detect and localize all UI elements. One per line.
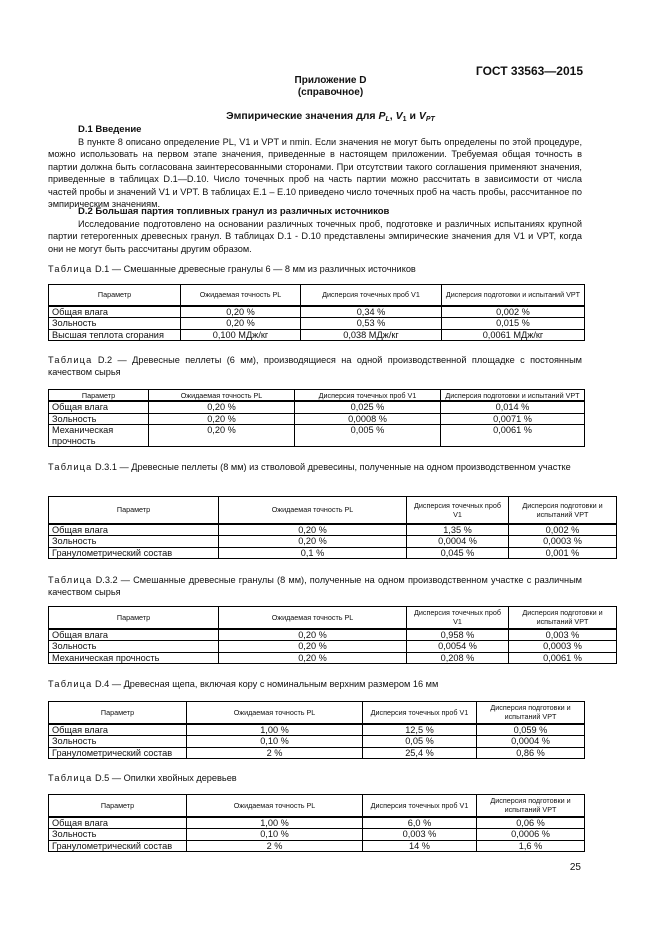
cell: Общая влага xyxy=(49,306,181,318)
table-caption xyxy=(48,263,582,275)
heading-pl-sub: L xyxy=(385,116,390,123)
header-v1: Дисперсия точечных проб V1 xyxy=(295,390,441,402)
table-row xyxy=(49,840,585,852)
header-vpt: Дисперсия подготовки и испытаний VPT xyxy=(477,702,585,724)
cell: 0,045 % xyxy=(407,547,509,559)
cell: 0,0003 % xyxy=(509,536,617,548)
cell: 25,4 % xyxy=(363,747,477,759)
table-row xyxy=(49,306,585,318)
cell: 0,0061 % xyxy=(441,425,585,447)
cell: 1,00 % xyxy=(187,724,363,736)
table-row xyxy=(49,547,617,559)
cell: 0,86 % xyxy=(477,747,585,759)
table-row xyxy=(49,629,617,641)
cell: Общая влага xyxy=(49,401,149,413)
caption-word: Таблица xyxy=(48,679,93,689)
table-d3-1 xyxy=(48,496,617,559)
caption-word: Таблица xyxy=(48,355,93,365)
cell: 1,35 % xyxy=(407,524,509,536)
cell: 0,0004 % xyxy=(477,736,585,748)
appendix-title: Приложение D xyxy=(294,75,367,86)
cell: 0,20 % xyxy=(219,524,407,536)
caption-text: D.2 — Древесные пеллеты (6 мм), производящиеся на одной производственной площадке с постоянным качеством сырья xyxy=(48,355,582,378)
cell: 0,0008 % xyxy=(295,413,441,425)
cell: 0,003 % xyxy=(509,629,617,641)
cell: 1,00 % xyxy=(187,817,363,829)
header-precision: Ожидаемая точность PL xyxy=(219,497,407,524)
header-precision: Ожидаемая точность PL xyxy=(187,702,363,724)
cell: 0,34 % xyxy=(301,306,442,318)
cell: 0,20 % xyxy=(149,413,295,425)
header-parameter: Параметр xyxy=(49,285,181,306)
caption-word: Таблица xyxy=(48,264,93,274)
cell: 0,100 МДж/кг xyxy=(181,329,301,341)
header-vpt: Дисперсия подготовки и испытаний VPT xyxy=(441,390,585,402)
table-row xyxy=(49,524,617,536)
cell: Зольность xyxy=(49,318,181,330)
table-row xyxy=(49,329,585,341)
cell: Зольность xyxy=(49,829,187,841)
cell: 0,0003 % xyxy=(509,641,617,653)
cell: 0,20 % xyxy=(181,318,301,330)
caption-text: D.1 — Смешанные древесные гранулы 6 — 8 мм из различных источников xyxy=(92,264,416,274)
cell: 0,06 % xyxy=(477,817,585,829)
table-d2 xyxy=(48,389,585,447)
cell: 0,038 МДж/кг xyxy=(301,329,442,341)
cell: 0,05 % xyxy=(363,736,477,748)
cell: 0,20 % xyxy=(149,401,295,413)
cell: Зольность xyxy=(49,413,149,425)
table-row xyxy=(49,724,585,736)
heading-vpt: V xyxy=(418,110,426,122)
header-precision: Ожидаемая точность PL xyxy=(187,795,363,817)
table-d5 xyxy=(48,794,585,852)
cell: 0,059 % xyxy=(477,724,585,736)
table-caption xyxy=(48,574,582,599)
table-d4 xyxy=(48,701,585,759)
header-precision: Ожидаемая точность PL xyxy=(219,607,407,629)
cell: 1,6 % xyxy=(477,840,585,852)
heading-sep2: и xyxy=(406,110,419,122)
table-row xyxy=(49,817,585,829)
cell: Общая влага xyxy=(49,724,187,736)
heading-prefix: Эмпирические значения для xyxy=(226,110,379,122)
header-parameter: Параметр xyxy=(49,607,219,629)
table-row xyxy=(49,652,617,664)
cell: 0,025 % xyxy=(295,401,441,413)
table-row xyxy=(49,747,585,759)
caption-word: Таблица xyxy=(48,575,93,585)
section-d1-text-content: В пункте 8 описано определение PL, V1 и VPT и nmin. Если значения не могут быть определены по этой процедуре, можно использовать на первом этапе значения, приведенные в настоящем приложении. Требуемая общая точность в партии должна быть согласована заинтересованными сторонами. При отсутствии такого соглашения применяют значения, приведенные в таблицах D.1—D.10. Число точечных проб на часть партии можно рассчитать в зависимости от числа частей пробы и значений V1 и VPT. В таблицах E.1 – E.10 приведено число точечных проб на часть пробы, рассчитанное по эмпирическим значениям. xyxy=(48,137,582,210)
table-caption xyxy=(48,772,582,784)
cell: 0,0071 % xyxy=(441,413,585,425)
cell: 0,53 % xyxy=(301,318,442,330)
cell: 0,002 % xyxy=(442,306,585,318)
table-row xyxy=(49,401,585,413)
section-d1-title: D.1 Введение xyxy=(78,124,142,135)
appendix-subtitle: (справочное) xyxy=(297,87,364,98)
cell: Общая влага xyxy=(49,524,219,536)
cell: 0,1 % xyxy=(219,547,407,559)
table-d3-2 xyxy=(48,606,617,664)
section-d2-title: D.2 Большая партия топливных гранул из различных источников xyxy=(78,206,390,217)
caption-word: Таблица xyxy=(48,773,93,783)
cell: Зольность xyxy=(49,536,219,548)
header-v1: Дисперсия точечных проб V1 xyxy=(407,497,509,524)
table-row xyxy=(49,425,585,447)
cell: 14 % xyxy=(363,840,477,852)
cell: 0,0061 % xyxy=(509,652,617,664)
heading-vpt-sub: PT xyxy=(425,116,435,123)
cell: Общая влага xyxy=(49,629,219,641)
header-parameter: Параметр xyxy=(49,702,187,724)
heading-v1-sub: 1 xyxy=(402,116,407,123)
cell: Механическая прочность xyxy=(49,425,149,447)
cell: 12,5 % xyxy=(363,724,477,736)
cell: 0,20 % xyxy=(219,652,407,664)
cell: 0,10 % xyxy=(187,829,363,841)
table-caption xyxy=(48,354,582,379)
table-caption xyxy=(48,461,582,473)
header-parameter: Параметр xyxy=(49,390,149,402)
caption-text: D.3.1 — Древесные пеллеты (8 мм) из стволовой древесины, полученные на одном производственном участке xyxy=(92,462,571,472)
cell: 6,0 % xyxy=(363,817,477,829)
caption-text: D.3.2 — Смешанные древесные гранулы (8 мм), полученные на одном производственном участке с различным качеством сырья xyxy=(48,575,582,598)
header-parameter: Параметр xyxy=(49,795,187,817)
cell: 0,0054 % xyxy=(407,641,509,653)
header-v1: Дисперсия точечных проб V1 xyxy=(301,285,442,306)
cell: 0,20 % xyxy=(149,425,295,447)
cell: 0,003 % xyxy=(363,829,477,841)
cell: 0,002 % xyxy=(509,524,617,536)
section-d2-text xyxy=(48,218,582,255)
cell: Высшая теплота сгорания xyxy=(49,329,181,341)
cell: Гранулометрический состав xyxy=(49,747,187,759)
cell: 0,0006 % xyxy=(477,829,585,841)
cell: 2 % xyxy=(187,840,363,852)
cell: 0,0061 МДж/кг xyxy=(442,329,585,341)
table-row xyxy=(49,413,585,425)
appendix-heading xyxy=(0,75,661,99)
header-v1: Дисперсия точечных проб V1 xyxy=(363,795,477,817)
cell: 0,958 % xyxy=(407,629,509,641)
header-vpt: Дисперсия подготовки и испытаний VPT xyxy=(477,795,585,817)
table-row xyxy=(49,318,585,330)
caption-word: Таблица xyxy=(48,462,93,472)
header-vpt: Дисперсия подготовки и испытаний VPT xyxy=(509,607,617,629)
cell: 0,10 % xyxy=(187,736,363,748)
heading-pl: P xyxy=(378,110,386,122)
cell: 0,20 % xyxy=(219,641,407,653)
table-row xyxy=(49,536,617,548)
cell: 2 % xyxy=(187,747,363,759)
cell: 0,001 % xyxy=(509,547,617,559)
cell: 0,014 % xyxy=(441,401,585,413)
caption-text: D.4 — Древесная щепа, включая кору с номинальным верхним размером 16 мм xyxy=(92,679,439,689)
header-precision: Ожидаемая точность PL xyxy=(149,390,295,402)
table-caption xyxy=(48,678,582,690)
page-number: 25 xyxy=(569,862,581,873)
cell: 0,015 % xyxy=(442,318,585,330)
appendix-main-title xyxy=(0,110,661,123)
table-row xyxy=(49,641,617,653)
heading-v1: V xyxy=(395,110,403,122)
cell: Механическая прочность xyxy=(49,652,219,664)
header-vpt: Дисперсия подготовки и испытаний VPT xyxy=(442,285,585,306)
section-d1-text xyxy=(48,136,582,210)
cell: Общая влага xyxy=(49,817,187,829)
cell: Зольность xyxy=(49,641,219,653)
cell: Гранулометрический состав xyxy=(49,547,219,559)
header-parameter: Параметр xyxy=(49,497,219,524)
header-precision: Ожидаемая точность PL xyxy=(181,285,301,306)
table-row xyxy=(49,736,585,748)
table-d1 xyxy=(48,284,585,341)
cell: Гранулометрический состав xyxy=(49,840,187,852)
cell: 0,20 % xyxy=(181,306,301,318)
document-number: ГОСТ 33563—2015 xyxy=(475,64,583,78)
cell: 0,20 % xyxy=(219,536,407,548)
header-v1: Дисперсия точечных проб V1 xyxy=(407,607,509,629)
section-d2-text-content: Исследование подготовлено на основании различных точечных проб, подготовке и различных испытаниях крупной партии гетерогенных древесных гранул. В таблицах D.1 - D.10 представлены эмпирические значения для V1 и VPT, когда они не могут быть рассчитаны другим образом. xyxy=(48,219,582,254)
header-v1: Дисперсия точечных проб V1 xyxy=(363,702,477,724)
heading-sep1: , xyxy=(389,110,396,122)
caption-text: D.5 — Опилки хвойных деревьев xyxy=(92,773,237,783)
cell: 0,005 % xyxy=(295,425,441,447)
cell: 0,208 % xyxy=(407,652,509,664)
table-row xyxy=(49,829,585,841)
cell: 0,20 % xyxy=(219,629,407,641)
header-vpt: Дисперсия подготовки и испытаний VPT xyxy=(509,497,617,524)
cell: Зольность xyxy=(49,736,187,748)
cell: 0,0004 % xyxy=(407,536,509,548)
